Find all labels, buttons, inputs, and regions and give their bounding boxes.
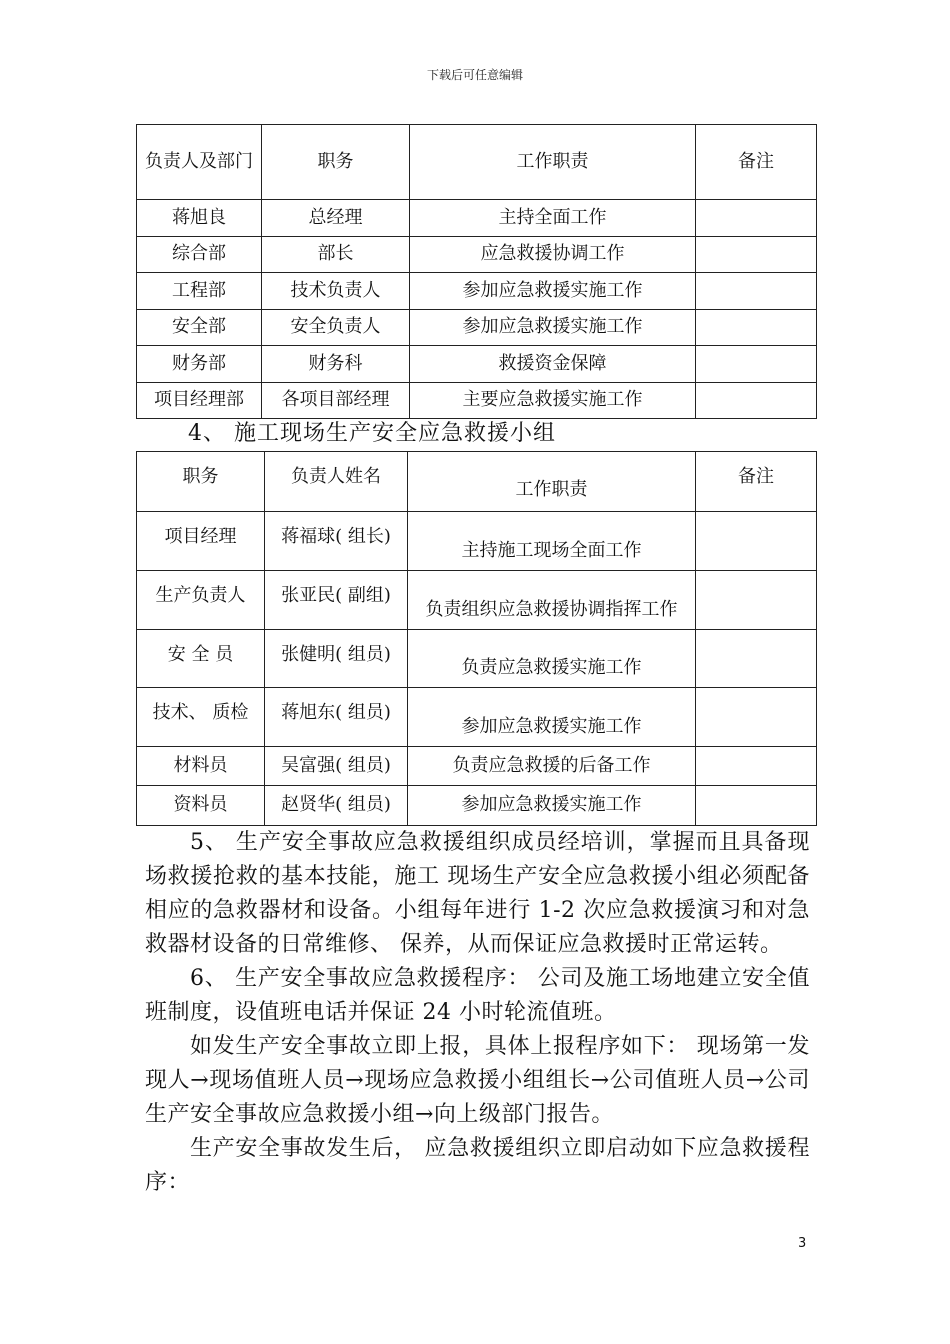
table-cell: 参加应急救援实施工作 — [410, 310, 696, 346]
table-cell: 财务部 — [137, 346, 262, 383]
table-cell — [696, 571, 817, 630]
table-cell: 负责组织应急救援协调指挥工作 — [408, 571, 696, 630]
paragraph-procedure: 生产安全事故发生后， 应急救援组织立即启动如下应急救援程序： — [145, 1136, 810, 1195]
table-cell: 材料员 — [137, 747, 265, 786]
table-cell: 蒋旭东( 组员) — [265, 688, 408, 747]
table-row — [137, 200, 817, 237]
table-cell: 负责应急救援实施工作 — [408, 630, 696, 688]
table-cell: 安 全 员 — [137, 630, 265, 688]
table-cell: 吴富强( 组员) — [265, 747, 408, 786]
department-duty-table — [136, 124, 817, 419]
table-row — [137, 383, 817, 419]
table-cell: 安全部 — [137, 310, 262, 346]
table-row — [137, 273, 817, 310]
page-number: 3 — [798, 1236, 807, 1251]
body-paragraphs — [145, 826, 810, 1200]
table-cell: 负责应急救援的后备工作 — [408, 747, 696, 786]
table-cell: 综合部 — [137, 237, 262, 273]
table-cell: 工程部 — [137, 273, 262, 310]
page-header: 下载后可任意编辑 — [426, 68, 523, 82]
table-cell: 蒋旭良 — [137, 200, 262, 237]
table-cell: 财务科 — [262, 346, 410, 383]
table-cell: 技术、 质检 — [137, 688, 265, 747]
table-row — [137, 237, 817, 273]
table-cell: 项目经理部 — [137, 383, 262, 419]
table-cell: 总经理 — [262, 200, 410, 237]
table-cell — [696, 237, 817, 273]
header-cell: 工作职责 — [408, 452, 696, 512]
table-cell: 蒋福球( 组长) — [265, 512, 408, 571]
header-cell: 备注 — [696, 452, 817, 512]
table-cell — [696, 200, 817, 237]
header-cell: 负责人姓名 — [265, 452, 408, 512]
table-cell: 资料员 — [137, 786, 265, 826]
table-header-row — [137, 125, 817, 200]
table-cell: 赵贤华( 组员) — [265, 786, 408, 826]
table-cell: 参加应急救援实施工作 — [408, 688, 696, 747]
table-row — [137, 512, 817, 571]
table-cell: 救援资金保障 — [410, 346, 696, 383]
table-cell — [696, 383, 817, 419]
paragraph-5: 5、 生产安全事故应急救援组织成员经培训，掌握而且具备现场救援抢救的基本技能，施工 现场生产安全应急救援小组必须配备相应的急救器材和设备。小组每年进行 1-2 次应急救援演习和对急救器材设备的日常维修、 保养，从而保证应急救援时正常运转。 — [145, 830, 810, 957]
header-cell: 职务 — [262, 125, 410, 200]
table-cell: 安全负责人 — [262, 310, 410, 346]
table-cell: 各项目部经理 — [262, 383, 410, 419]
table-cell: 张亚民( 副组) — [265, 571, 408, 630]
table-cell: 项目经理 — [137, 512, 265, 571]
table-cell: 张健明( 组员) — [265, 630, 408, 688]
table-cell — [696, 346, 817, 383]
table-row — [137, 346, 817, 383]
table-header-row — [137, 452, 817, 512]
table-cell: 生产负责人 — [137, 571, 265, 630]
table-cell — [696, 747, 817, 786]
table-cell: 参加应急救援实施工作 — [410, 273, 696, 310]
table-cell: 应急救援协调工作 — [410, 237, 696, 273]
table-cell: 部长 — [262, 237, 410, 273]
table-cell: 技术负责人 — [262, 273, 410, 310]
table-cell — [696, 688, 817, 747]
header-cell: 负责人及部门 — [137, 125, 262, 200]
paragraph-report: 如发生产安全事故立即上报，具体上报程序如下： 现场第一发现人→现场值班人员→现场应急救援小组组长→公司值班人员→公司生产安全事故应急救援小组→向上级部门报告。 — [145, 1034, 810, 1127]
table-row — [137, 747, 817, 786]
section-heading: 4、 施工现场生产安全应急救援小组 — [188, 421, 556, 446]
table-row — [137, 786, 817, 826]
table-cell — [696, 512, 817, 571]
table-cell: 参加应急救援实施工作 — [408, 786, 696, 826]
paragraph-6: 6、 生产安全事故应急救援程序： 公司及施工场地建立安全值班制度，设值班电话并保证 24 小时轮流值班。 — [145, 966, 810, 1025]
rescue-team-table — [136, 451, 817, 826]
table-row — [137, 310, 817, 346]
header-cell: 职务 — [137, 452, 265, 512]
table-cell — [696, 630, 817, 688]
table-cell — [696, 310, 817, 346]
table-row — [137, 688, 817, 747]
table-cell — [696, 273, 817, 310]
table-row — [137, 630, 817, 688]
table-cell: 主要应急救援实施工作 — [410, 383, 696, 419]
table-row — [137, 571, 817, 630]
table-cell: 主持全面工作 — [410, 200, 696, 237]
header-cell: 工作职责 — [410, 125, 696, 200]
header-cell: 备注 — [696, 125, 817, 200]
table-cell — [696, 786, 817, 826]
table-cell: 主持施工现场全面工作 — [408, 512, 696, 571]
